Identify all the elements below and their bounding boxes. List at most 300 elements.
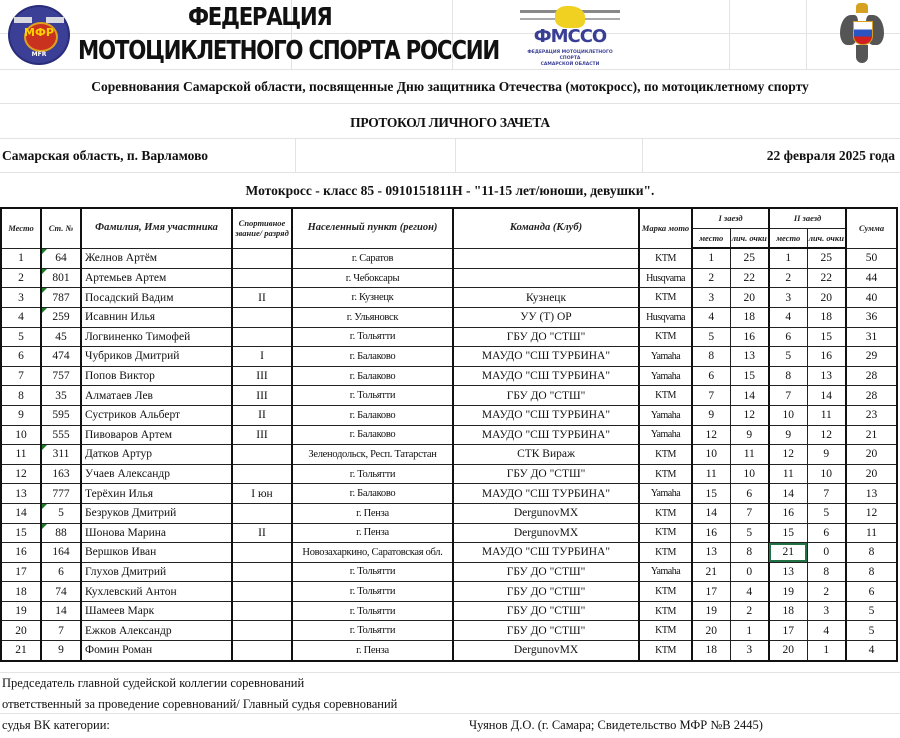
number-cell[interactable]: 6 [41,562,81,582]
name-cell[interactable]: Учаев Александр [81,464,232,484]
rank-cell[interactable] [232,543,292,563]
bike-cell[interactable]: KTM [639,641,692,661]
rank-cell[interactable] [232,464,292,484]
place-cell[interactable]: 21 [1,641,41,661]
city-cell[interactable]: г. Чебоксары [292,268,453,288]
heat2-points-cell[interactable]: 20 [807,288,846,308]
number-cell[interactable]: 5 [41,503,81,523]
rank-cell[interactable] [232,248,292,268]
total-cell[interactable]: 31 [846,327,897,347]
heat1-place-cell[interactable]: 11 [692,464,730,484]
heat1-place-cell[interactable]: 18 [692,641,730,661]
heat2-points-cell[interactable]: 11 [807,405,846,425]
city-cell[interactable]: г. Тольятти [292,562,453,582]
number-cell[interactable]: 163 [41,464,81,484]
rank-cell[interactable]: III [232,425,292,445]
heat1-points-cell[interactable]: 16 [730,327,769,347]
col-header-heat2-points: лич. очки [807,228,846,248]
heat2-place-cell[interactable]: 11 [769,464,807,484]
total-cell[interactable]: 5 [846,601,897,621]
team-cell[interactable]: Кузнецк [453,288,639,308]
rank-cell[interactable] [232,327,292,347]
team-cell[interactable] [453,268,639,288]
city-cell[interactable]: г. Балаково [292,425,453,445]
heat1-points-cell[interactable]: 11 [730,445,769,465]
total-cell[interactable]: 4 [846,641,897,661]
city-cell[interactable]: г. Кузнецк [292,288,453,308]
rank-cell[interactable]: II [232,405,292,425]
federation-title-line2: МОТОЦИКЛЕТНОГО СПОРТА РОССИИ [78,36,499,66]
heat2-points-cell[interactable]: 9 [807,445,846,465]
name-cell[interactable]: Посадский Вадим [81,288,232,308]
place-cell[interactable]: 14 [1,503,41,523]
total-cell[interactable]: 13 [846,484,897,504]
heat1-points-cell[interactable]: 4 [730,582,769,602]
place-cell[interactable]: 16 [1,543,41,563]
sheet-gridline [642,138,643,172]
heat1-place-cell[interactable]: 9 [692,405,730,425]
city-cell[interactable]: г. Пенза [292,641,453,661]
team-cell[interactable]: ГБУ ДО "СТШ" [453,327,639,347]
heat2-points-cell[interactable]: 0 [807,543,846,563]
name-cell[interactable]: Логвиненко Тимофей [81,327,232,347]
rank-cell[interactable] [232,445,292,465]
heat2-points-cell[interactable]: 13 [807,366,846,386]
rank-cell[interactable]: II [232,288,292,308]
number-cell[interactable]: 555 [41,425,81,445]
col-header-heat1-points: лич. очки [730,228,769,248]
place-cell[interactable]: 8 [1,386,41,406]
bike-cell[interactable]: Husqvarna [639,307,692,327]
heat2-place-cell[interactable]: 12 [769,445,807,465]
city-cell[interactable]: г. Тольятти [292,464,453,484]
heat2-points-cell[interactable]: 5 [807,503,846,523]
col-header-heat2: II заезд [769,208,846,228]
city-cell[interactable]: г. Саратов [292,248,453,268]
heat1-place-cell[interactable]: 13 [692,543,730,563]
col-header-place: Место [1,208,41,248]
team-cell[interactable]: МАУДО "СШ ТУРБИНА" [453,405,639,425]
heat1-place-cell[interactable]: 3 [692,288,730,308]
heat2-points-cell[interactable]: 16 [807,347,846,367]
number-cell[interactable]: 787 [41,288,81,308]
table-row [1,248,897,268]
bike-cell[interactable]: KTM [639,523,692,543]
table-row [1,641,897,661]
heat1-points-cell[interactable]: 3 [730,641,769,661]
place-cell[interactable]: 15 [1,523,41,543]
city-cell[interactable]: г. Тольятти [292,386,453,406]
total-cell[interactable]: 8 [846,543,897,563]
heat2-place-cell[interactable]: 19 [769,582,807,602]
bike-cell[interactable]: KTM [639,601,692,621]
sheet-gridline [0,672,900,673]
city-cell[interactable]: Новозахаркино, Саратовская обл. [292,543,453,563]
heat1-points-cell[interactable]: 6 [730,484,769,504]
total-cell[interactable]: 12 [846,503,897,523]
name-cell[interactable]: Фомин Роман [81,641,232,661]
place-cell[interactable]: 12 [1,464,41,484]
team-cell[interactable]: МАУДО "СШ ТУРБИНА" [453,425,639,445]
heat1-points-cell[interactable]: 0 [730,562,769,582]
name-cell[interactable]: Пивоваров Артем [81,425,232,445]
team-cell[interactable]: DergunovMX [453,641,639,661]
heat2-place-cell[interactable]: 20 [769,641,807,661]
heat2-points-cell[interactable]: 6 [807,523,846,543]
team-cell[interactable]: DergunovMX [453,503,639,523]
total-cell[interactable]: 50 [846,248,897,268]
rank-cell[interactable] [232,601,292,621]
team-cell[interactable]: СТК Вираж [453,445,639,465]
fmsso-logo [520,6,620,66]
heat1-place-cell[interactable]: 17 [692,582,730,602]
heat2-points-cell[interactable]: 15 [807,327,846,347]
table-row [1,503,897,523]
number-cell[interactable]: 259 [41,307,81,327]
heat2-place-cell[interactable]: 15 [769,523,807,543]
col-header-team: Команда (Клуб) [453,208,639,248]
table-row [1,445,897,465]
event-location: Самарская область, п. Варламово [2,148,209,163]
heat1-points-cell[interactable]: 25 [730,248,769,268]
team-cell[interactable]: МАУДО "СШ ТУРБИНА" [453,366,639,386]
heat2-place-cell[interactable]: 7 [769,386,807,406]
name-cell[interactable]: Артемьев Артем [81,268,232,288]
number-cell[interactable]: 74 [41,582,81,602]
heat2-place-cell[interactable]: 21 [769,543,807,563]
place-cell[interactable]: 20 [1,621,41,641]
place-cell[interactable]: 7 [1,366,41,386]
heat2-place-cell[interactable]: 3 [769,288,807,308]
city-cell[interactable]: г. Пенза [292,503,453,523]
heat2-points-cell[interactable]: 4 [807,621,846,641]
rank-cell[interactable]: II [232,523,292,543]
footer-responsible-label: ответственный за проведение соревнований/ Главный судья соревнований [2,697,398,711]
place-cell[interactable]: 2 [1,268,41,288]
heat2-place-cell[interactable]: 4 [769,307,807,327]
name-cell[interactable]: Шонова Марина [81,523,232,543]
bike-cell[interactable]: KTM [639,288,692,308]
heat2-place-cell[interactable]: 16 [769,503,807,523]
team-cell[interactable]: ГБУ ДО "СТШ" [453,464,639,484]
rank-cell[interactable]: I юн [232,484,292,504]
bike-cell[interactable]: Yamaha [639,347,692,367]
place-cell[interactable]: 19 [1,601,41,621]
team-cell[interactable]: МАУДО "СШ ТУРБИНА" [453,484,639,504]
bike-cell[interactable]: Husqvarna [639,268,692,288]
heat2-place-cell[interactable]: 1 [769,248,807,268]
team-cell[interactable]: ГБУ ДО "СТШ" [453,562,639,582]
team-cell[interactable]: УУ (Т) ОР [453,307,639,327]
place-cell[interactable]: 5 [1,327,41,347]
name-cell[interactable]: Вершков Иван [81,543,232,563]
total-cell[interactable]: 28 [846,386,897,406]
total-cell[interactable]: 36 [846,307,897,327]
city-cell[interactable]: г. Ульяновск [292,307,453,327]
col-header-total: Сумма [846,208,897,248]
table-row [1,307,897,327]
place-cell[interactable]: 6 [1,347,41,367]
total-cell[interactable]: 20 [846,445,897,465]
heat2-points-cell[interactable]: 12 [807,425,846,445]
city-cell[interactable]: г. Пенза [292,523,453,543]
table-row [1,288,897,308]
bike-cell[interactable]: Yamaha [639,562,692,582]
rank-cell[interactable] [232,268,292,288]
team-cell[interactable]: ГБУ ДО "СТШ" [453,582,639,602]
name-cell[interactable]: Желнов Артём [81,248,232,268]
team-cell[interactable]: ГБУ ДО "СТШ" [453,621,639,641]
footer-judge-category-label: судья ВК категории: [2,718,110,732]
total-cell[interactable]: 21 [846,425,897,445]
place-cell[interactable]: 13 [1,484,41,504]
rank-cell[interactable]: III [232,366,292,386]
name-cell[interactable]: Безруков Дмитрий [81,503,232,523]
rank-cell[interactable] [232,582,292,602]
number-cell[interactable]: 9 [41,641,81,661]
col-header-heat1: I заезд [692,208,769,228]
bike-cell[interactable]: KTM [639,621,692,641]
table-row [1,268,897,288]
number-cell[interactable]: 14 [41,601,81,621]
heat1-place-cell[interactable]: 4 [692,307,730,327]
name-cell[interactable]: Сустриков Альберт [81,405,232,425]
table-row [1,601,897,621]
heat2-points-cell[interactable]: 14 [807,386,846,406]
sheet-gridline [729,0,730,69]
heat2-place-cell[interactable]: 10 [769,405,807,425]
heat2-place-cell[interactable]: 2 [769,268,807,288]
number-cell[interactable]: 164 [41,543,81,563]
name-cell[interactable]: Шамеев Марк [81,601,232,621]
heat2-place-cell[interactable]: 5 [769,347,807,367]
heat1-place-cell[interactable]: 16 [692,523,730,543]
team-cell[interactable]: ГБУ ДО "СТШ" [453,386,639,406]
rank-cell[interactable] [232,641,292,661]
number-cell[interactable]: 88 [41,523,81,543]
heat1-points-cell[interactable]: 12 [730,405,769,425]
total-cell[interactable]: 44 [846,268,897,288]
bike-cell[interactable]: Yamaha [639,405,692,425]
heat1-points-cell[interactable]: 13 [730,347,769,367]
col-header-rank: Спортивное звание/ разряд [232,208,292,248]
place-cell[interactable]: 17 [1,562,41,582]
place-cell[interactable]: 4 [1,307,41,327]
rank-cell[interactable] [232,307,292,327]
rank-cell[interactable] [232,562,292,582]
name-cell[interactable]: Алматаев Лев [81,386,232,406]
competition-title: Соревнования Самарской области, посвященные Дню защитника Отечества (мотокросс), по мотоциклетному спорту [91,79,809,94]
heat2-place-cell[interactable]: 9 [769,425,807,445]
table-row [1,523,897,543]
team-cell[interactable]: МАУДО "СШ ТУРБИНА" [453,347,639,367]
total-cell[interactable]: 20 [846,464,897,484]
heat1-points-cell[interactable]: 15 [730,366,769,386]
heat1-points-cell[interactable]: 9 [730,425,769,445]
team-cell[interactable] [453,248,639,268]
heat1-points-cell[interactable]: 20 [730,288,769,308]
bike-cell[interactable]: KTM [639,386,692,406]
table-row [1,582,897,602]
heat1-points-cell[interactable]: 18 [730,307,769,327]
heat1-place-cell[interactable]: 7 [692,386,730,406]
heat1-place-cell[interactable]: 1 [692,248,730,268]
race-class: Мотокросс - класс 85 - 0910151811Н - "11-15 лет/юноши, девушки". [245,183,655,198]
name-cell[interactable]: Глухов Дмитрий [81,562,232,582]
place-cell[interactable]: 1 [1,248,41,268]
heat1-place-cell[interactable]: 8 [692,347,730,367]
heat1-points-cell[interactable]: 10 [730,464,769,484]
bike-cell[interactable]: KTM [639,464,692,484]
heat1-points-cell[interactable]: 14 [730,386,769,406]
rank-cell[interactable]: III [232,386,292,406]
heat1-place-cell[interactable]: 19 [692,601,730,621]
city-cell[interactable]: г. Балаково [292,484,453,504]
heat1-place-cell[interactable]: 6 [692,366,730,386]
rank-cell[interactable] [232,621,292,641]
heat2-place-cell[interactable]: 8 [769,366,807,386]
federation-title-line1: ФЕДЕРАЦИЯ [188,2,332,31]
fmsso-logo-subtitle [520,50,620,68]
total-cell[interactable]: 40 [846,288,897,308]
heat2-points-cell[interactable]: 8 [807,562,846,582]
heat1-points-cell[interactable]: 22 [730,268,769,288]
table-row [1,621,897,641]
bike-cell[interactable]: KTM [639,248,692,268]
bike-cell[interactable]: KTM [639,327,692,347]
table-row [1,543,897,563]
heat2-place-cell[interactable]: 13 [769,562,807,582]
rank-cell[interactable]: I [232,347,292,367]
heat1-place-cell[interactable]: 14 [692,503,730,523]
total-cell[interactable]: 28 [846,366,897,386]
number-cell[interactable]: 311 [41,445,81,465]
city-cell[interactable]: Зеленодольск, Респ. Татарстан [292,445,453,465]
heat1-points-cell[interactable]: 5 [730,523,769,543]
total-cell[interactable]: 23 [846,405,897,425]
heat1-place-cell[interactable]: 5 [692,327,730,347]
number-cell[interactable]: 757 [41,366,81,386]
col-header-heat1-place: место [692,228,730,248]
name-cell[interactable]: Чубриков Дмитрий [81,347,232,367]
heat2-place-cell[interactable]: 14 [769,484,807,504]
heat2-points-cell[interactable]: 2 [807,582,846,602]
sheet-gridline [0,172,900,173]
number-cell[interactable]: 64 [41,248,81,268]
number-cell[interactable]: 801 [41,268,81,288]
heat1-place-cell[interactable]: 10 [692,445,730,465]
heat1-points-cell[interactable]: 1 [730,621,769,641]
name-cell[interactable]: Попов Виктор [81,366,232,386]
col-header-city: Населенный пункт (регион) [292,208,453,248]
table-row [1,562,897,582]
bike-cell[interactable]: Yamaha [639,425,692,445]
number-cell[interactable]: 777 [41,484,81,504]
col-header-number: Ст. № [41,208,81,248]
city-cell[interactable]: г. Балаково [292,347,453,367]
heat2-points-cell[interactable]: 22 [807,268,846,288]
team-cell[interactable]: ГБУ ДО "СТШ" [453,601,639,621]
place-cell[interactable]: 10 [1,425,41,445]
fmsso-subtitle-line1: ФЕДЕРАЦИЯ МОТОЦИКЛЕТНОГО СПОРТА [527,50,613,61]
name-cell[interactable]: Терёхин Илья [81,484,232,504]
heat2-place-cell[interactable]: 17 [769,621,807,641]
col-header-heat2-place: место [769,228,807,248]
total-cell[interactable]: 5 [846,621,897,641]
sheet-gridline [0,69,900,70]
name-cell[interactable]: Исавнин Илья [81,307,232,327]
footer-judge-name: Чуянов Д.О. (г. Самара; Свидетельство МФР №В 2445) [469,718,763,732]
total-cell[interactable]: 29 [846,347,897,367]
city-cell[interactable]: г. Тольятти [292,582,453,602]
rank-cell[interactable] [232,503,292,523]
heat1-place-cell[interactable]: 20 [692,621,730,641]
event-date: 22 февраля 2025 года [766,148,895,163]
city-cell[interactable]: г. Тольятти [292,601,453,621]
bike-cell[interactable]: KTM [639,543,692,563]
place-cell[interactable]: 11 [1,445,41,465]
total-cell[interactable]: 6 [846,582,897,602]
heat1-points-cell[interactable]: 7 [730,503,769,523]
heat1-points-cell[interactable]: 2 [730,601,769,621]
heat1-place-cell[interactable]: 21 [692,562,730,582]
name-cell[interactable]: Кухлевский Антон [81,582,232,602]
number-cell[interactable]: 474 [41,347,81,367]
city-cell[interactable]: г. Тольятти [292,621,453,641]
place-cell[interactable]: 9 [1,405,41,425]
heat1-place-cell[interactable]: 2 [692,268,730,288]
table-row [1,484,897,504]
heat2-points-cell[interactable]: 1 [807,641,846,661]
heat1-place-cell[interactable]: 12 [692,425,730,445]
number-cell[interactable]: 595 [41,405,81,425]
place-cell[interactable]: 3 [1,288,41,308]
bike-cell[interactable]: KTM [639,503,692,523]
mfr-logo-latin: MFR [31,51,47,58]
number-cell[interactable]: 35 [41,386,81,406]
heat2-points-cell[interactable]: 10 [807,464,846,484]
sheet-gridline [0,713,900,714]
number-cell[interactable]: 45 [41,327,81,347]
heat2-points-cell[interactable]: 7 [807,484,846,504]
heat2-place-cell[interactable]: 6 [769,327,807,347]
bike-cell[interactable]: Yamaha [639,366,692,386]
heat2-points-cell[interactable]: 3 [807,601,846,621]
bike-cell[interactable]: KTM [639,445,692,465]
number-cell[interactable]: 7 [41,621,81,641]
name-cell[interactable]: Ежков Александр [81,621,232,641]
heat1-place-cell[interactable]: 15 [692,484,730,504]
bike-cell[interactable]: Yamaha [639,484,692,504]
team-cell[interactable]: МАУДО "СШ ТУРБИНА" [453,543,639,563]
bike-cell[interactable]: KTM [639,582,692,602]
heat2-place-cell[interactable]: 18 [769,601,807,621]
total-cell[interactable]: 8 [846,562,897,582]
sheet-gridline [455,138,456,172]
city-cell[interactable]: г. Балаково [292,405,453,425]
city-cell[interactable]: г. Балаково [292,366,453,386]
heat1-points-cell[interactable]: 8 [730,543,769,563]
place-cell[interactable]: 18 [1,582,41,602]
team-cell[interactable]: DergunovMX [453,523,639,543]
mfr-logo-abbr: МФР [24,26,54,39]
name-cell[interactable]: Датков Артур [81,445,232,465]
total-cell[interactable]: 11 [846,523,897,543]
heat2-points-cell[interactable]: 18 [807,307,846,327]
city-cell[interactable]: г. Тольятти [292,327,453,347]
sheet-gridline [0,138,900,139]
heat2-points-cell[interactable]: 25 [807,248,846,268]
